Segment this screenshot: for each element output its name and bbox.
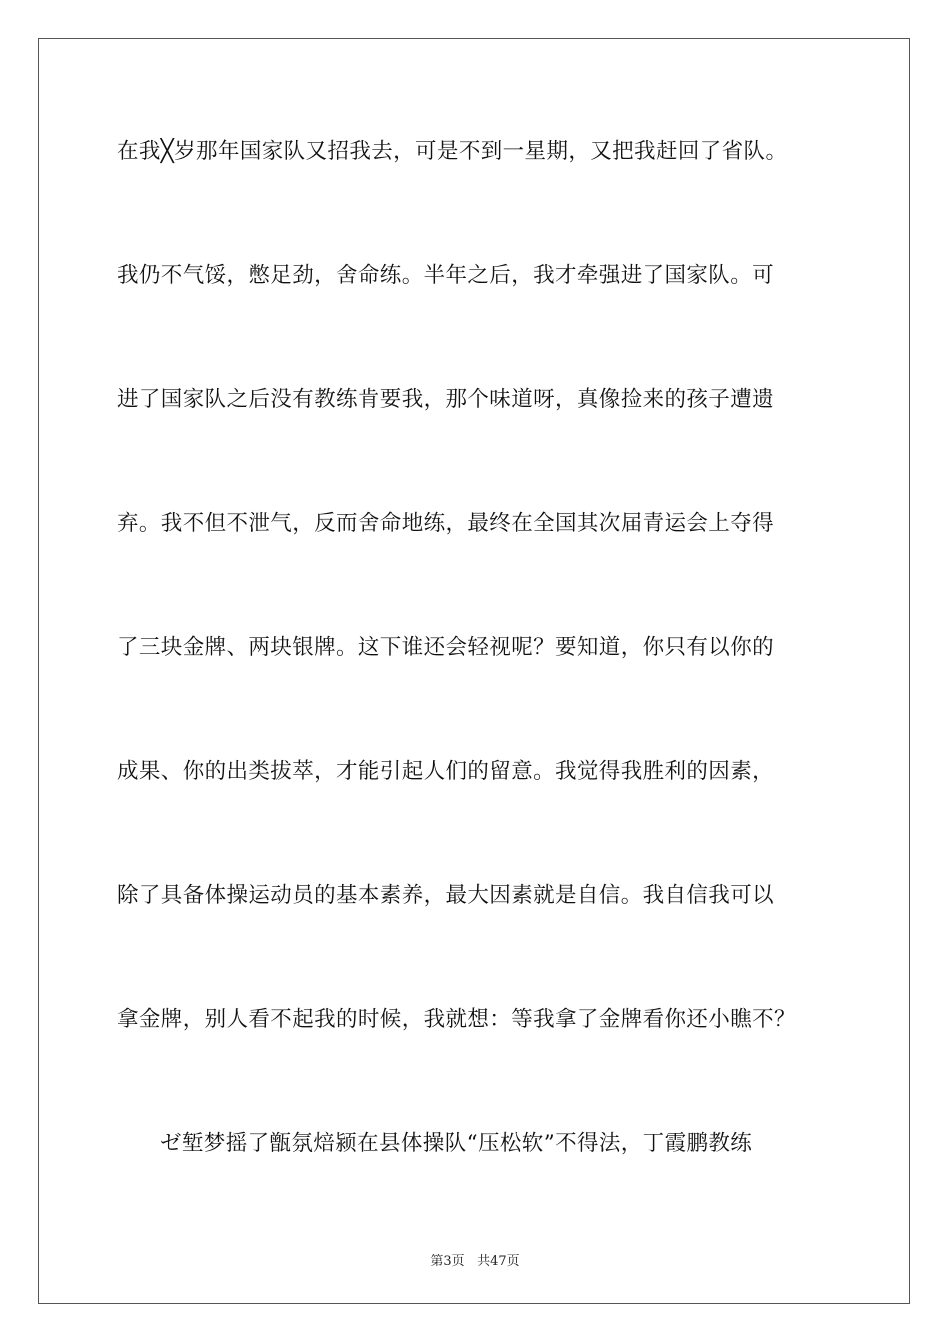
text-line-4: 弃。我不但不泄气，反而舍命地练，最终在全国其次届青运会上夺得 <box>117 511 775 536</box>
page-footer <box>0 1250 950 1269</box>
text-line-8: 拿金牌，别人看不起我的时候，我就想：等我拿了金牌看你还小瞧不？ <box>117 1007 796 1032</box>
text-line-1: 在我╳岁那年国家队又招我去，可是不到一星期，又把我赶回了省队。 <box>117 139 788 164</box>
text-line-6: 成果、你的出类拔萃，才能引起人们的留意。我觉得我胜利的因素， <box>117 759 775 784</box>
text-line-2: 我仍不气馁，憋足劲，舍命练。半年之后，我才牵强进了国家队。可 <box>117 263 775 288</box>
total-pages: 共47页 <box>477 1254 520 1269</box>
text-line-7: 除了具备体操运动员的基本素养，最大因素就是自信。我自信我可以 <box>117 883 775 908</box>
page-border <box>38 38 910 1304</box>
text-line-5: 了三块金牌、两块银牌。这下谁还会轻视呢？要知道，你只有以你的 <box>117 635 775 660</box>
text-line-9: ゼ堑梦摇了甑氛焙颍在县体操队“压松软”不得法，丁霞鹏教练 <box>160 1131 753 1156</box>
text-line-3: 进了国家队之后没有教练肯要我，那个味道呀，真像捡来的孩子遭遗 <box>117 387 775 412</box>
page-number: 第3页 <box>430 1254 465 1269</box>
